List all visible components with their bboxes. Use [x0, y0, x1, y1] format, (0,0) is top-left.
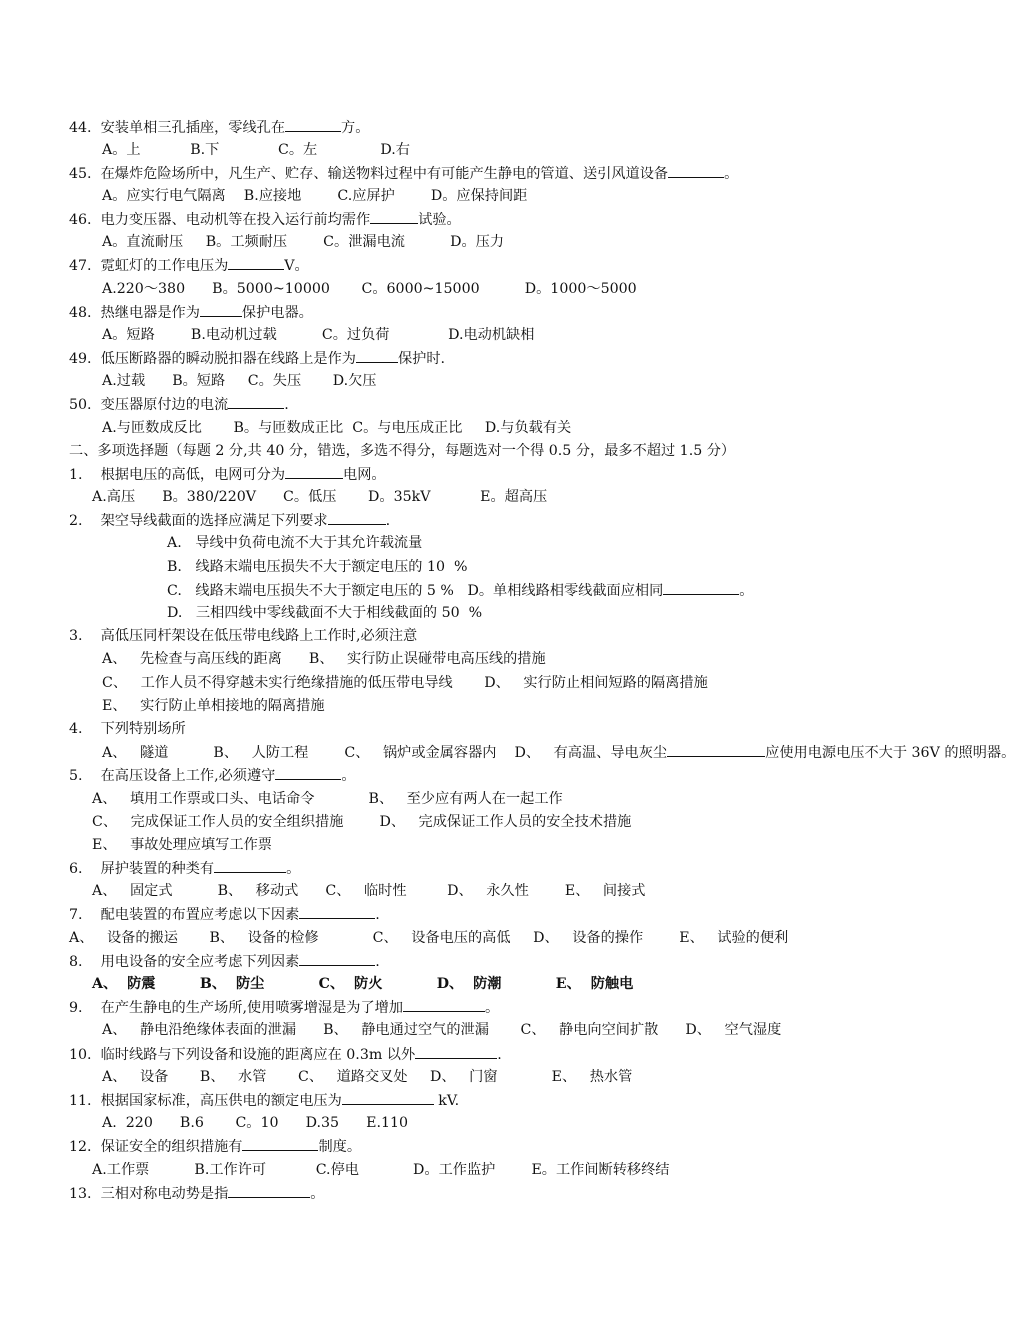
option-line [102, 418, 571, 438]
line-text: A.高压 B。380/220V C。低压 D。35kV E。超高压 [92, 489, 548, 505]
line-text: A。短路 B.电动机过载 C。过负荷 D.电动机缺相 [102, 327, 535, 343]
line-text: A. 220 B.6 C。10 D.35 E.110 [102, 1115, 409, 1131]
line-text: A、 设备的搬运 B、 设备的检修 C、 设备电压的高低 D、 设备的操作 E、 试验的便利 [69, 930, 789, 946]
option-line [102, 673, 708, 693]
option-line [102, 1113, 408, 1133]
question-line [69, 441, 735, 461]
question-line [69, 765, 356, 786]
option-line [102, 742, 1015, 763]
line-text: A、 设备 B、 水管 C、 道路交叉处 D、 门窗 E、 热水管 [102, 1069, 633, 1085]
question-line [69, 1044, 502, 1065]
line-suffix: 。 [724, 166, 739, 182]
line-text: 11. 根据国家标准，高压供电的额定电压为 [69, 1093, 342, 1109]
line-text: C、 完成保证工作人员的安全组织措施 D、 完成保证工作人员的安全技术措施 [92, 814, 632, 830]
question-line [69, 997, 499, 1018]
answer-blank [228, 394, 284, 409]
answer-blank [200, 302, 242, 317]
answer-blank [228, 255, 284, 270]
line-text: A.工作票 B.工作许可 C.停电 D。工作监护 E。工作间断转移终结 [92, 1162, 670, 1178]
line-text: A.220～380 B。5000~10000 C。6000~15000 D。1000～5000 [102, 281, 637, 297]
line-text: 50. 变压器原付边的电流 [69, 397, 229, 413]
question-line [69, 951, 380, 972]
line-suffix: kV. [433, 1093, 460, 1109]
line-suffix: . [375, 954, 380, 970]
line-suffix: 保护电器。 [241, 305, 313, 321]
line-text: 7. 配电装置的布置应考虑以下因素 [69, 907, 300, 923]
option-line [102, 186, 527, 206]
option-line [92, 487, 547, 507]
line-text: A、 静电沿绝缘体表面的泄漏 B、 静电通过空气的泄漏 C、 静电向空间扩散 D、 空气湿度 [102, 1022, 782, 1038]
line-suffix: V。 [284, 258, 309, 274]
question-line [69, 904, 380, 925]
question-line [69, 1090, 459, 1111]
option-line [102, 1020, 781, 1040]
option-line [92, 974, 633, 994]
line-text: 4. 下列特别场所 [69, 721, 186, 737]
line-text: A.与匝数成反比 B。与匝数成正比 C。与电压成正比 D.与负载有关 [102, 420, 572, 436]
option-line [92, 812, 631, 832]
answer-blank [285, 117, 341, 132]
option-line [102, 232, 504, 252]
line-suffix: 应使用电源电压不大于 36V 的照明器。 [765, 745, 1015, 761]
line-text: 3. 高低压同杆架设在低压带电线路上工作时,必须注意 [69, 628, 418, 644]
option-line [102, 140, 410, 160]
question-line [69, 1183, 324, 1204]
option-line [167, 557, 468, 577]
line-text: 48. 热继电器是作为 [69, 305, 200, 321]
answer-blank [663, 580, 739, 595]
line-text: A.过载 B。短路 C。失压 D.欠压 [102, 373, 377, 389]
question-line [69, 394, 289, 415]
line-suffix: 。 [341, 768, 356, 784]
line-suffix: 试验。 [418, 212, 461, 228]
line-text: A、 固定式 B、 移动式 C、 临时性 D、 永久性 E、 间接式 [92, 883, 646, 899]
answer-blank [403, 997, 485, 1012]
line-suffix: . [375, 907, 380, 923]
line-text: 1. 根据电压的高低，电网可分为 [69, 467, 286, 483]
line-text: C、 工作人员不得穿越未实行绝缘措施的低压带电导线 D、 实行防止相间短路的隔离措施 [102, 675, 708, 691]
line-suffix: 。 [286, 861, 301, 877]
answer-blank [242, 1136, 318, 1151]
question-line [69, 117, 369, 138]
option-line [92, 835, 272, 855]
line-suffix: . [385, 513, 391, 529]
line-text: E、 事故处理应填写工作票 [92, 837, 272, 853]
line-text: 8. 用电设备的安全应考虑下列因素 [69, 954, 300, 970]
line-text: A. 导线中负荷电流不大于其允许载流量 [167, 535, 423, 551]
line-text: 44. 安装单相三孔插座，零线孔在 [69, 120, 286, 136]
line-suffix: 。 [310, 1186, 325, 1202]
option-line [102, 325, 534, 345]
question-line [69, 348, 445, 369]
line-text: A。直流耐压 B。工频耐压 C。泄漏电流 D。压力 [102, 234, 505, 250]
answer-blank [415, 1044, 497, 1059]
answer-blank [328, 510, 386, 525]
answer-blank [668, 163, 724, 178]
line-text: 9. 在产生静电的生产场所,使用喷雾增湿是为了增加 [69, 1000, 404, 1016]
line-text: 二、多项选择题（每题 2 分,共 40 分，错选，多选不得分，每题选对一个得 0.5 分，最多不超过 1.5 分） [69, 443, 736, 459]
option-line [167, 603, 482, 623]
line-text: 5. 在高压设备上工作,必须遵守 [69, 768, 276, 784]
line-text: A。应实行电气隔离 B.应接地 C.应屏护 D。应保持间距 [102, 188, 528, 204]
option-line [167, 533, 422, 553]
line-text: D. 三相四线中零线截面不大于相线截面的 50 % [167, 605, 483, 621]
line-text: 2. 架空导线截面的选择应满足下列要求 [69, 513, 328, 529]
line-suffix: 保护时. [397, 351, 446, 367]
question-line [69, 163, 738, 184]
question-line [69, 1136, 361, 1157]
line-suffix: 电网。 [343, 467, 386, 483]
question-line [69, 464, 386, 485]
option-line [167, 580, 753, 601]
line-text: 47. 霓虹灯的工作电压为 [69, 258, 229, 274]
answer-blank [275, 765, 341, 780]
option-line [102, 696, 325, 716]
option-line [92, 881, 645, 901]
question-line [69, 858, 300, 879]
line-text: A。上 B.下 C。左 D.右 [102, 142, 410, 158]
option-line [102, 1067, 632, 1087]
answer-blank [356, 348, 398, 363]
line-text: B. 线路末端电压损失不大于额定电压的 10 % [167, 559, 468, 575]
line-text: 46. 电力变压器、电动机等在投入运行前均需作 [69, 212, 371, 228]
line-text: 6. 屏护装置的种类有 [69, 861, 215, 877]
question-line [69, 719, 186, 739]
line-suffix: . [497, 1047, 502, 1063]
option-line [92, 1160, 670, 1180]
line-text: A、 防震 B、 防尘 C、 防火 D、 防潮 E、 防触电 [92, 976, 634, 992]
answer-blank [667, 742, 765, 757]
question-line [69, 255, 309, 276]
option-line [102, 371, 376, 391]
line-text: 45. 在爆炸危险场所中，凡生产、贮存、输送物料过程中有可能产生静电的管道、送引风道设备 [69, 166, 669, 182]
line-suffix: 。 [739, 583, 754, 599]
question-line [69, 209, 461, 230]
question-line [69, 626, 417, 646]
answer-blank [285, 464, 343, 479]
line-text: A、 填用工作票或口头、电话命令 B、 至少应有两人在一起工作 [92, 791, 563, 807]
question-line [69, 510, 390, 531]
option-line [102, 649, 546, 669]
line-text: A、 先检查与高压线的距离 B、 实行防止误碰带电高压线的措施 [102, 651, 546, 667]
answer-blank [370, 209, 418, 224]
answer-blank [299, 904, 375, 919]
line-suffix: 制度。 [318, 1139, 362, 1155]
line-text: A、 隧道 B、 人防工程 C、 锅炉或金属容器内 D、 有高温、导电灰尘 [102, 745, 668, 761]
answer-blank [228, 1183, 310, 1198]
question-line [69, 302, 313, 323]
answer-blank [299, 951, 375, 966]
answer-blank [214, 858, 286, 873]
line-text: E、 实行防止单相接地的隔离措施 [102, 698, 325, 714]
question-line [69, 928, 788, 948]
line-suffix: . [284, 397, 289, 413]
option-line [92, 789, 563, 809]
line-suffix: 方。 [341, 120, 370, 136]
answer-blank [342, 1090, 434, 1105]
line-text: 49. 低压断路器的瞬动脱扣器在线路上是作为 [69, 351, 356, 367]
line-text: 10. 临时线路与下列设备和设施的距离应在 0.3m 以外 [69, 1047, 416, 1063]
line-text: 13. 三相对称电动势是指 [69, 1186, 229, 1202]
line-suffix: 。 [485, 1000, 500, 1016]
option-line [102, 279, 637, 299]
line-text: C. 线路末端电压损失不大于额定电压的 5 % D。单相线路相零线截面应相同 [167, 583, 664, 599]
line-text: 12. 保证安全的组织措施有 [69, 1139, 243, 1155]
